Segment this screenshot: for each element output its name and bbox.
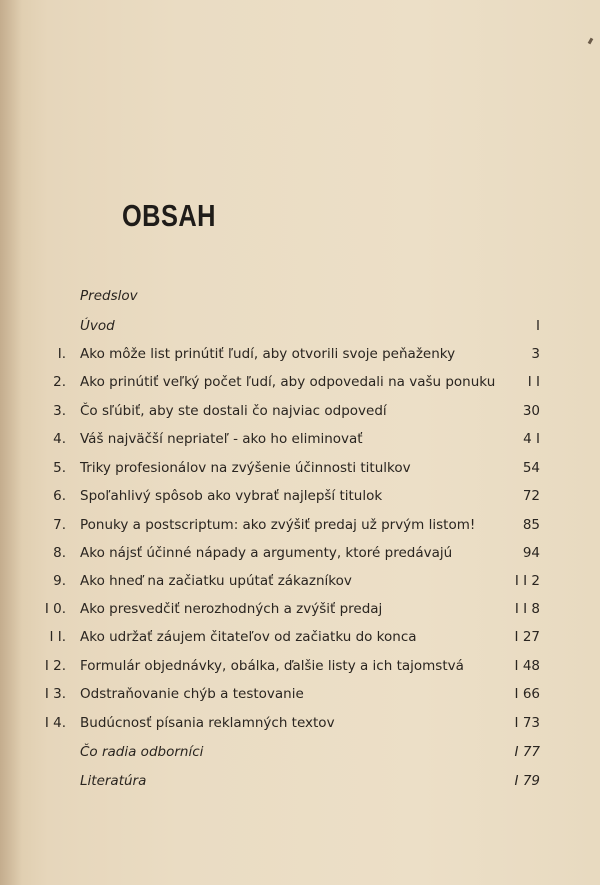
toc-entry-page: I 77 bbox=[514, 744, 540, 760]
toc-entry-title: Literatúra bbox=[80, 773, 147, 789]
toc-entry-page: I 66 bbox=[514, 686, 540, 702]
toc-entry-title: Formulár objednávky, obálka, ďalšie listy a ich tajomstvá bbox=[80, 658, 464, 674]
toc-entry-number: I. bbox=[57, 346, 66, 362]
toc-entry[interactable] bbox=[0, 284, 600, 308]
toc-entry[interactable] bbox=[0, 711, 600, 735]
toc-entry-page: I I 8 bbox=[514, 601, 540, 617]
toc-entry-title: Čo sľúbiť, aby ste dostali čo najviac odpovedí bbox=[80, 403, 387, 419]
toc-entry-page: I 73 bbox=[514, 715, 540, 731]
toc-entry-page: I 79 bbox=[514, 773, 540, 789]
toc-entry[interactable] bbox=[0, 541, 600, 565]
toc-entry-page: 85 bbox=[522, 517, 540, 533]
toc-entry[interactable] bbox=[0, 484, 600, 508]
page-title: OBSAH bbox=[122, 198, 216, 233]
toc-entry-number: 3. bbox=[53, 403, 66, 419]
toc-entry-title: Ako hneď na začiatku upútať zákazníkov bbox=[80, 573, 352, 589]
toc-entry-page: I I 2 bbox=[514, 573, 540, 589]
toc-entry-page: 3 bbox=[531, 346, 540, 362]
toc-entry-number: 9. bbox=[53, 573, 66, 589]
toc-entry-title: Čo radia odborníci bbox=[80, 744, 204, 760]
toc-entry-number: I 2. bbox=[44, 658, 66, 674]
toc-entry-number: 6. bbox=[53, 488, 66, 504]
toc-entry-number: 2. bbox=[53, 374, 66, 390]
toc-entry-title: Predslov bbox=[80, 288, 138, 304]
toc-entry-title: Ako udržať záujem čitateľov od začiatku do konca bbox=[80, 629, 417, 645]
toc-entry[interactable] bbox=[0, 314, 600, 338]
toc-entry-page: 30 bbox=[522, 403, 540, 419]
toc-entry-title: Odstraňovanie chýb a testovanie bbox=[80, 686, 304, 702]
toc-entry[interactable] bbox=[0, 597, 600, 621]
toc-entry-title: Triky profesionálov na zvýšenie účinnosti titulkov bbox=[80, 460, 411, 476]
toc-entry-title: Úvod bbox=[80, 318, 115, 334]
toc-entry-title: Budúcnosť písania reklamných textov bbox=[80, 715, 335, 731]
toc-entry[interactable] bbox=[0, 370, 600, 394]
toc-entry-number: 7. bbox=[53, 517, 66, 533]
toc-entry-page: 54 bbox=[522, 460, 540, 476]
toc-entry-page: 94 bbox=[522, 545, 540, 561]
toc-entry-title: Spoľahlivý spôsob ako vybrať najlepší titulok bbox=[80, 488, 383, 504]
toc-entry-title: Ponuky a postscriptum: ako zvýšiť predaj už prvým listom! bbox=[80, 517, 476, 533]
corner-mark bbox=[588, 38, 594, 45]
toc-entry-number: 5. bbox=[53, 460, 66, 476]
toc-entry[interactable] bbox=[0, 456, 600, 480]
toc-entry-page: I 48 bbox=[514, 658, 540, 674]
toc-entry-title: Ako môže list prinútiť ľudí, aby otvorili svoje peňaženky bbox=[80, 346, 456, 362]
toc-entry[interactable] bbox=[0, 399, 600, 423]
toc-entry-number: 4. bbox=[53, 431, 66, 447]
toc-entry-page: I I bbox=[527, 374, 540, 390]
toc-entry-page: 72 bbox=[522, 488, 540, 504]
toc-entry-title: Ako nájsť účinné nápady a argumenty, ktoré predávajú bbox=[80, 545, 453, 561]
toc-entry-page: 4 I bbox=[523, 431, 540, 447]
toc-entry[interactable] bbox=[0, 427, 600, 451]
toc-entry[interactable] bbox=[0, 769, 600, 793]
toc-entry[interactable] bbox=[0, 342, 600, 366]
toc-entry-page: I 27 bbox=[514, 629, 540, 645]
toc-entry-number: I I. bbox=[49, 629, 66, 645]
toc-entry-title: Váš najväčší nepriateľ - ako ho eliminovať bbox=[80, 431, 363, 447]
toc-entry[interactable] bbox=[0, 513, 600, 537]
toc-entry-title: Ako prinútiť veľký počet ľudí, aby odpovedali na vašu ponuku bbox=[80, 374, 496, 390]
toc-entry[interactable] bbox=[0, 569, 600, 593]
toc-entry[interactable] bbox=[0, 740, 600, 764]
toc-entry[interactable] bbox=[0, 682, 600, 706]
toc-entry-number: 8. bbox=[53, 545, 66, 561]
toc-entry-number: I 0. bbox=[44, 601, 66, 617]
toc-entry-number: I 4. bbox=[44, 715, 66, 731]
toc-entry-page: I bbox=[536, 318, 540, 334]
toc-entry[interactable] bbox=[0, 625, 600, 649]
toc-entry-number: I 3. bbox=[44, 686, 66, 702]
toc-entry[interactable] bbox=[0, 654, 600, 678]
toc-entry-title: Ako presvedčiť nerozhodných a zvýšiť predaj bbox=[80, 601, 383, 617]
